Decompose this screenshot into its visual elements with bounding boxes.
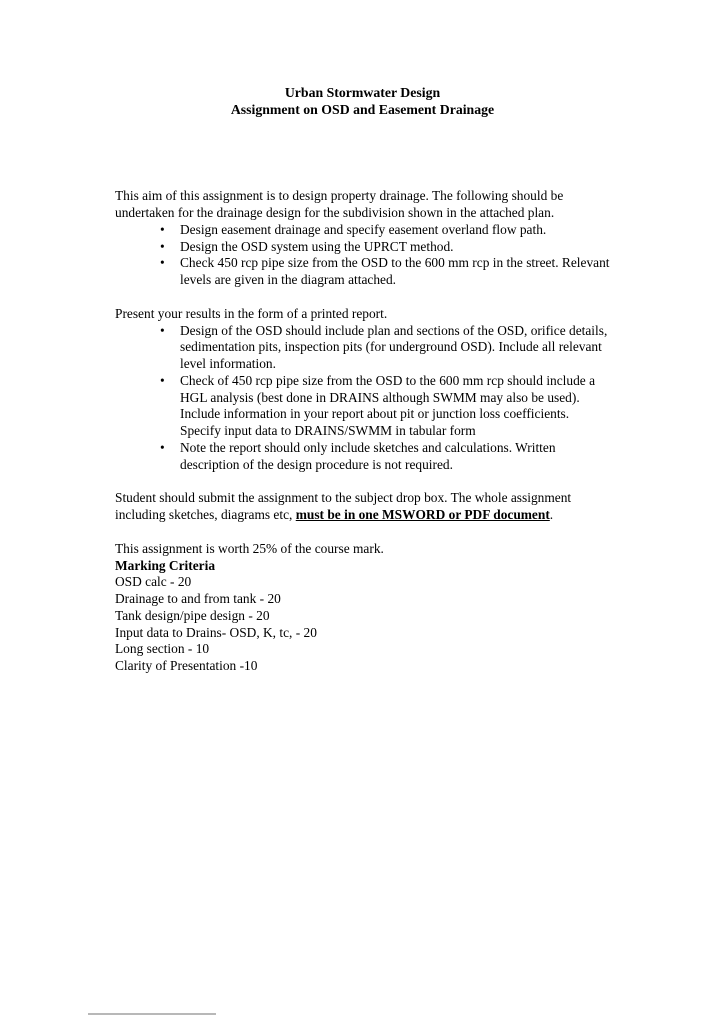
marking-item-6: Clarity of Presentation -10 [115,658,258,674]
worth-paragraph: This assignment is worth 25% of the course mark. [115,540,384,556]
task-item-3: • Check 450 rcp pipe size from the OSD to the 600 mm rcp in the street. Relevant levels are given in the diagram attached. [160,255,610,289]
submission-text-pre: Student should submit the assignment to the subject drop box. The whole assignment including sketches, diagrams etc, [115,490,572,523]
page-edge-scan-artifact [88,1013,216,1015]
report-item-1: • Design of the OSD should include plan and sections of the OSD, orifice details, sedimentation pits, inspection pits (for underground OSD). Include all relevant level information. [160,323,610,373]
submission-paragraph [115,490,610,524]
marking-item-3: Tank design/pipe design - 20 [115,607,270,623]
submission-requirement: must be in one MSWORD or PDF document [295,507,550,523]
marking-item-5: Long section - 10 [115,641,210,657]
report-intro-paragraph: Present your results in the form of a printed report. [115,305,388,321]
document-title [115,84,610,118]
marking-item-4: Input data to Drains- OSD, K, tc, - 20 [115,624,317,640]
submission-text-post: . [549,507,554,523]
report-item-3: • Note the report should only include sketches and calculations. Written description of the design procedure is not required. [160,440,610,474]
intro-paragraph: This aim of this assignment is to design property drainage. The following should be undertaken for the drainage design for the subdivision shown in the attached plan. [115,188,564,221]
task-item-2: • Design the OSD system using the UPRCT method. [160,239,610,256]
report-requirements-list [115,323,610,474]
title-line-1: Urban Stormwater Design [284,85,441,100]
marking-item-2: Drainage to and from tank - 20 [115,591,281,607]
marking-item-1: OSD calc - 20 [115,574,192,590]
marking-criteria-heading: Marking Criteria [115,557,216,573]
report-item-2: • Check of 450 rcp pipe size from the OSD to the 600 mm rcp should include a HGL analysis (best done in DRAINS although SWMM may also be used). Include information in your report about pit or junction loss coefficients. Specify input data to DRAINS/SWMM in tabular form [160,373,610,440]
title-line-2: Assignment on OSD and Easement Drainage [230,102,495,118]
task-item-1: • Design easement drainage and specify easement overland flow path. [160,222,610,239]
task-list [115,222,610,289]
